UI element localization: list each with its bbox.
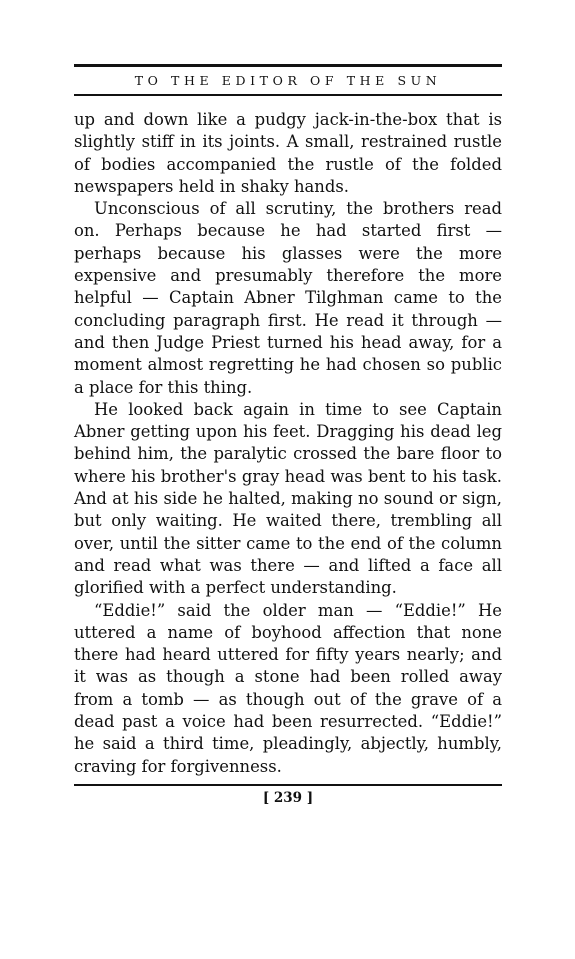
book-page (74, 64, 502, 807)
header-bottom-rule (74, 94, 502, 96)
body-text (74, 109, 502, 778)
paragraph: “Eddie!” said the older man — “Eddie!” He uttered a name of boyhood affection that none there had heard uttered for fifty years nearly; and it was as though a stone had been rolled away from a tomb — as though out of the grave of a dead past a voice had been resurrected. “Eddie!” he said a third time, pleadingly, abjectly, humbly, craving for forgivenness. (74, 600, 502, 776)
page-number: [ 239 ] (262, 789, 314, 806)
header-top-rule (74, 64, 502, 67)
paragraph: Unconscious of all scrutiny, the brothers read on. Perhaps because he had started first — perhaps because his glasses were the more expensive and presumably therefore the more helpful — Captain Abner Tilghman came to the concluding paragraph first. He read it through — and then Judge Priest turned his head away, for a moment almost regretting he had chosen so public a place for this thing. (74, 199, 502, 397)
paragraph: up and down like a pudgy jack-in-the-box that is slightly stiff in its joints. A small, restrained rustle of bodies accompanied the rustle of the folded newspapers held in shaky hands. (74, 110, 502, 196)
paragraph: He looked back again in time to see Captain Abner getting upon his feet. Dragging his dead leg behind him, the paralytic crossed the bare floor to where his brother's gray head was bent to his task. And at his side he halted, making no sound or sign, but only waiting. He waited there, trembling all over, until the sitter came to the end of the column and read what was there — and lifted a face all glorified with a perfect understanding. (74, 399, 502, 598)
running-head: TO THE EDITOR OF THE SUN (134, 73, 442, 88)
footer-rule (74, 784, 502, 786)
